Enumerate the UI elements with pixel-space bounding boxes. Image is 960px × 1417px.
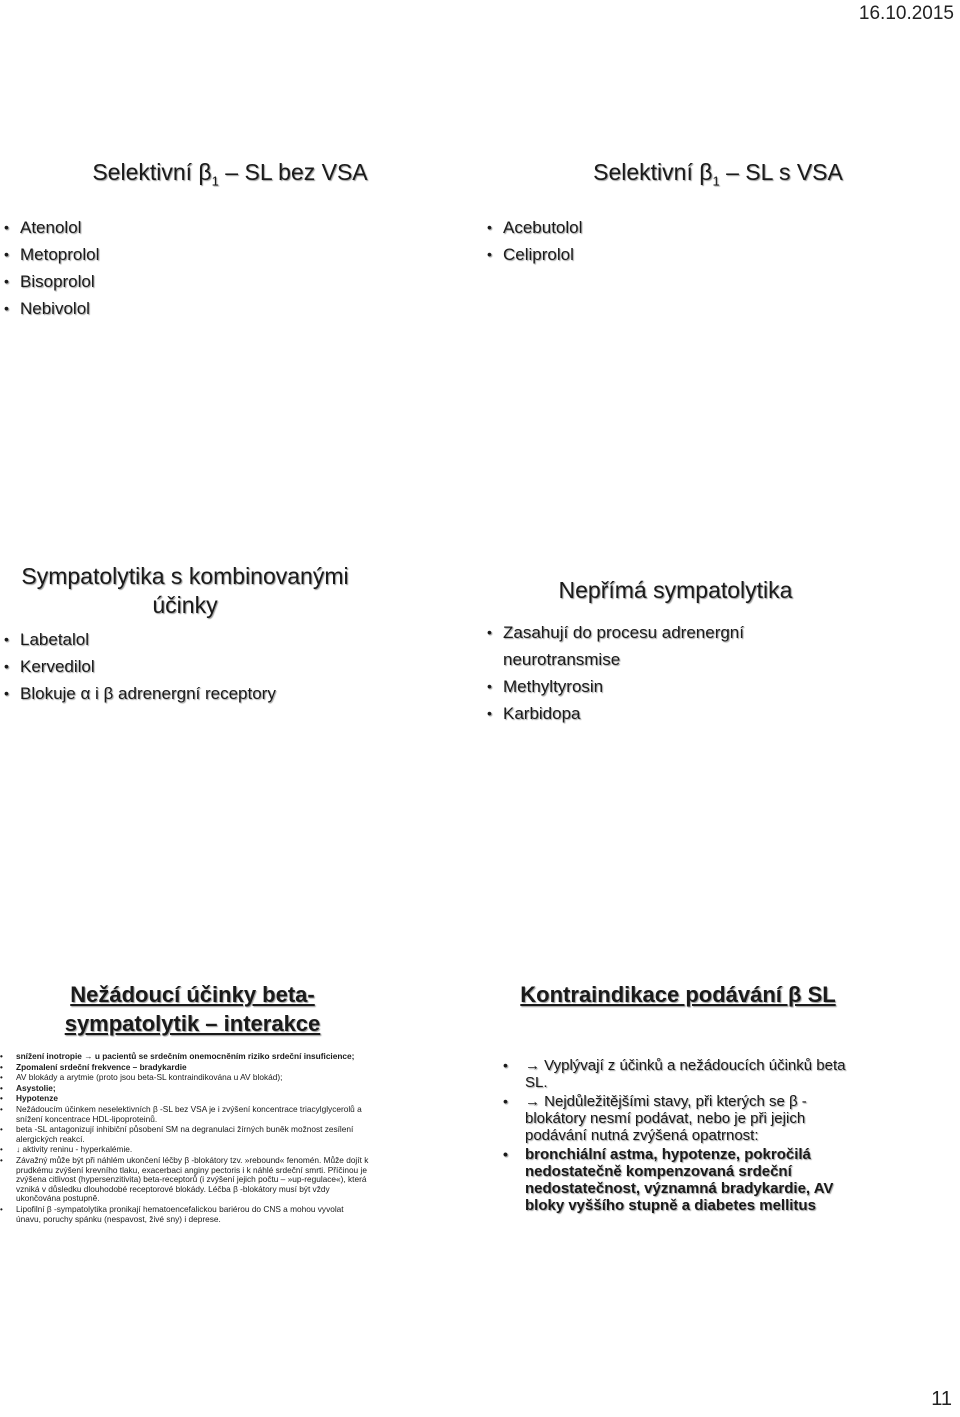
list-item: • Kervedilol — [0, 653, 370, 680]
list-item: • beta -SL antagonizují inhibiční působení SM na degranulaci žírných buněk možnost zesílení alergických reakcí. — [0, 1125, 370, 1144]
contraindication-list — [483, 1057, 870, 1214]
page-number: 11 — [931, 1388, 952, 1410]
list-item: • Acebutolol — [483, 214, 953, 241]
slide-combined-sympatolytics — [0, 562, 370, 707]
list-item: • snížení inotropie → u pacientů se srdečním onemocněním riziko srdeční insuficience; — [0, 1052, 370, 1062]
drug-list — [483, 619, 868, 727]
adverse-effects-list — [0, 1052, 370, 1224]
list-item: • → Vyplývají z účinků a nežádoucích účinků beta SL. — [505, 1057, 870, 1091]
list-item: • Zpomalení srdeční frekvence – bradykardie — [0, 1063, 370, 1073]
slide-contraindications — [483, 980, 873, 1216]
list-item: • Nebivolol — [0, 295, 460, 322]
header-date: 16.10.2015 — [858, 3, 954, 24]
slide-title: Kontraindikace podávání β SL — [520, 982, 836, 1007]
list-item: • Labetalol — [0, 626, 370, 653]
slide-title: Sympatolytika s kombinovanými účinky — [21, 563, 349, 618]
list-item: • Asystolie; — [0, 1084, 370, 1094]
drug-list — [0, 626, 370, 707]
list-item: • Zasahují do procesu adrenergní neurotransmise — [483, 619, 868, 673]
list-item: • Methyltyrosin — [483, 673, 868, 700]
slide-title: Nepřímá sympatolytika — [558, 577, 793, 603]
list-item: • Bisoprolol — [0, 268, 460, 295]
list-item: • Celiprolol — [483, 241, 953, 268]
slide-title: Selektivní $\beta_1$ – SL bez VSA — [92, 159, 368, 189]
list-item: • AV blokády a arytmie (proto jsou beta-SL kontraindikována u AV blokád); — [0, 1073, 370, 1083]
slide-selective-without-isa — [0, 158, 460, 322]
list-item: • Atenolol — [0, 214, 460, 241]
list-item: • ↓ aktivity reninu - hyperkalémie. — [0, 1145, 370, 1155]
list-item: • Blokuje α i β adrenergní receptory — [0, 680, 370, 707]
list-item: • Hypotenze — [0, 1094, 370, 1104]
slide-adverse-effects — [0, 980, 385, 1225]
slide-title: Nežádoucí účinky beta- sympatolytik – interakce — [64, 982, 321, 1036]
slide-selective-with-isa — [483, 158, 953, 268]
list-item: • Metoprolol — [0, 241, 460, 268]
slide-title: Selektivní $\beta_1$ – SL s VSA — [593, 159, 843, 189]
list-item: • → Nejdůležitějšími stavy, při kterých se β - blokátory nesmí podávat, nebo je při jejich podávání nutná zvýšená opatrnost: — [505, 1093, 870, 1144]
list-item: • Karbidopa — [483, 700, 868, 727]
list-item: • Lipofilní β -sympatolytika pronikají hematoencefalickou bariérou do CNS a mohou vyvolat únavu, poruchy spánku (nespavost, živé sny) i deprese. — [0, 1205, 370, 1224]
drug-list — [483, 214, 953, 268]
slide-indirect-sympatolytics — [483, 576, 868, 727]
list-item: • Nežádoucím účinkem neselektivních β -SL bez VSA je i zvýšení koncentrace triacylglycerolů a snížení koncentrace HDL-lipoproteinů. — [0, 1105, 370, 1124]
list-item: • Závažný může být při náhlém ukončení léčby β -blokátory tzv. »rebound« fenomén. Může dojít k prudkému zvýšení krevního tlaku, exacerbaci anginy pectoris i k náhlé srdeční smrti. Příčinou je zvýšena citlivost (hypersenzitivita) beta-receptorů (i zvýšení jejich počtu – »up-regulace«), která vzniká v důsledku dlouhodobé receptorové blokády. Léčba β -blokátory musí být vždy ukončována postupně. — [0, 1156, 370, 1204]
drug-list — [0, 214, 460, 322]
list-item: • bronchiální astma, hypotenze, pokročilá nedostatečně kompenzovaná srdeční nedostatečnost, významná bradykardie, AV bloky vyššího stupně a diabetes mellitus — [505, 1146, 870, 1214]
